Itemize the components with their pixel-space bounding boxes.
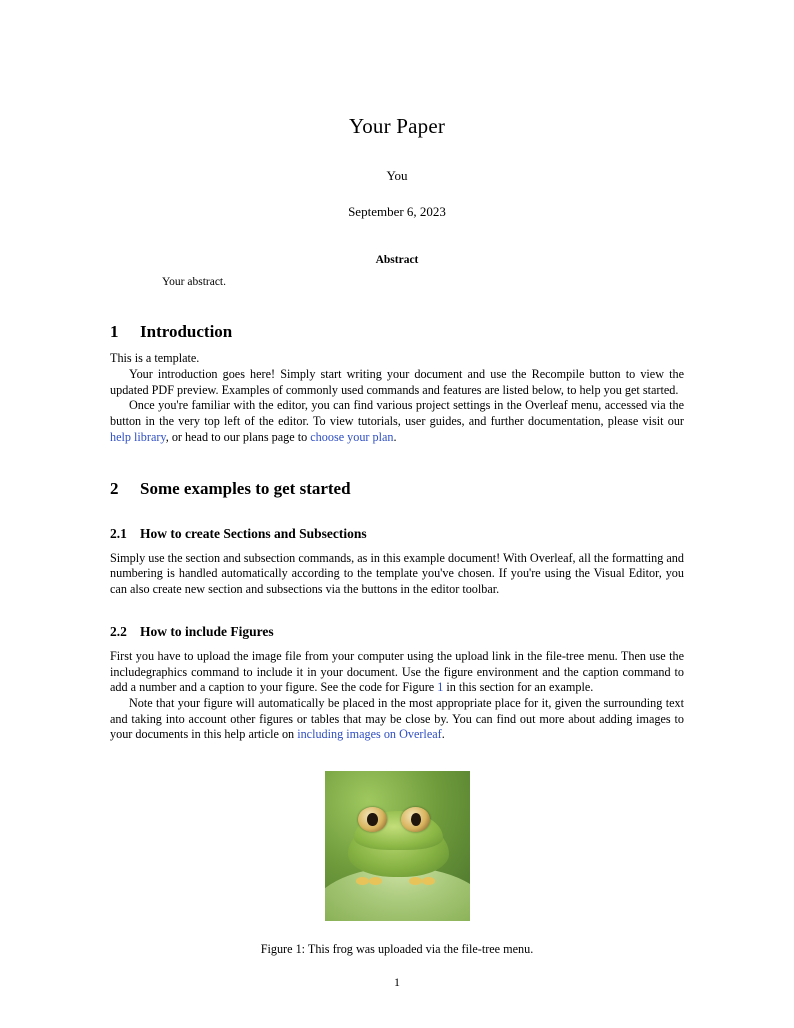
subsection-heading-figures	[110, 624, 684, 640]
abstract-heading: Abstract	[375, 254, 419, 266]
choose-your-plan-link[interactable]: choose your plan	[310, 429, 394, 444]
section-heading-examples	[110, 479, 684, 499]
page-title: Your Paper	[348, 114, 446, 138]
frog-right-pupil	[411, 813, 421, 826]
including-images-link[interactable]: including images on Overleaf	[297, 727, 442, 742]
figures-p2-text-1: Note that your figure will automatically be placed in the most appropriate place for it, given the surrounding text and taking into account other figures or tables that may be close by. You can find out more about adding images to your documents in this help article on	[110, 695, 684, 742]
subsection-number: 2.1	[110, 525, 127, 541]
section-heading-introduction	[110, 322, 684, 342]
intro-p3-text-3: .	[393, 429, 397, 444]
intro-paragraph-2: Your introduction goes here! Simply start writing your document and use the Recompile button to view the updated PDF preview. Examples of commonly used commands and features are listed below, to help you get started.	[110, 367, 684, 397]
sections-paragraph-1: Simply use the section and subsection commands, as in this example document! With Overleaf, all the formatting and numbering is handled automatically according to the template you've chosen. If you're using the Visual Editor, you can also create new section and subsections via the buttons in the editor toolbar.	[110, 550, 684, 597]
figures-p1-text-1: First you have to upload the image file from your computer using the upload link in the file-tree menu. Then use the includegraphics command to include it in your document. Use the figure environment and the caption command to add a number and a caption to your figure. See the code for Figure	[110, 648, 684, 695]
section-number: 2	[110, 479, 119, 499]
figures-paragraph-1	[110, 649, 684, 696]
intro-paragraph-3	[110, 398, 684, 445]
page-number: 1	[394, 975, 400, 989]
intro-p3-text-1: Once you're familiar with the editor, you can find various project settings in the Overleaf menu, accessed via the button in the very top left of the editor. To view tutorials, user guides, and further documentation, please visit our	[110, 398, 684, 429]
frog-toe	[409, 877, 422, 885]
frog-toe	[422, 877, 435, 885]
figures-p1-text-2: in this section for an example.	[443, 680, 594, 695]
intro-p3-text-2: , or head to our plans page to	[165, 429, 311, 444]
figure-block	[110, 771, 684, 957]
intro-paragraph-1: This is a template.	[110, 351, 200, 366]
section-title: Some examples to get started	[140, 479, 351, 499]
document-date: September 6, 2023	[348, 204, 446, 219]
section-number: 1	[110, 322, 119, 341]
figures-p2-text-2: .	[441, 727, 445, 742]
document-author: You	[386, 168, 408, 183]
frog-left-eye	[358, 807, 387, 833]
frog-left-pupil	[367, 813, 377, 826]
subsection-number: 2.2	[110, 623, 127, 639]
abstract-text: Your abstract.	[162, 276, 226, 288]
section-title: Introduction	[140, 322, 233, 341]
help-library-link[interactable]: help library	[110, 429, 166, 444]
subsection-title: How to include Figures	[140, 623, 274, 639]
frog-image	[325, 771, 470, 921]
figures-paragraph-2	[110, 696, 684, 743]
subsection-title: How to create Sections and Subsections	[140, 525, 367, 541]
subsection-heading-sections	[110, 526, 684, 542]
figure-reference-link[interactable]: 1	[437, 680, 444, 695]
figure-caption: Figure 1: This frog was uploaded via the file-tree menu.	[260, 941, 534, 956]
